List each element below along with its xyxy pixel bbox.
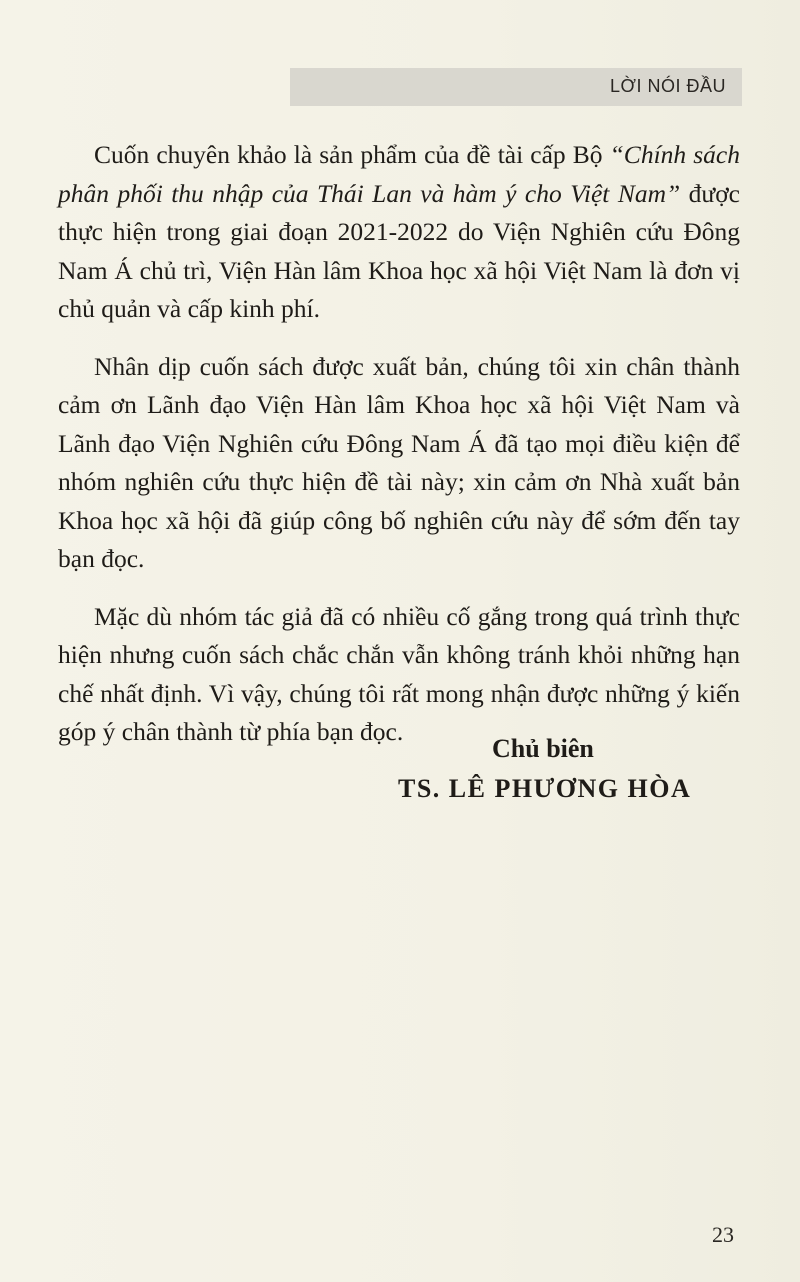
section-title: LỜI NÓI ĐẦU [610,76,726,96]
project-title: “Chính sách phân phối thu nhập của Thái Lan và hàm ý cho Việt Nam” [58,140,740,208]
paragraph-1-rest: được thực hiện trong giai đoạn 2021-2022 do Viện Nghiên cứu Đông Nam Á chủ trì, Viện Hàn lâm Khoa học xã hội Việt Nam là đơn vị chủ quản và cấp kinh phí. [58,178,740,323]
paragraph-3: Mặc dù nhóm tác giả đã có nhiều cố gắng trong quá trình thực hiện nhưng cuốn sách chắc chắn vẫn không tránh khỏi những hạn chế nhất định. Vì vậy, chúng tôi rất mong nhận được những ý kiến góp ý chân thành từ phía bạn đọc. [58,601,740,746]
paragraph-1-intro: Cuốn chuyên khảo là sản phẩm của đề tài cấp Bộ [94,140,610,169]
signature-role: Chủ biên [492,734,594,763]
paragraph-2: Nhân dịp cuốn sách được xuất bản, chúng tôi xin chân thành cảm ơn Lãnh đạo Viện Hàn lâm Khoa học xã hội Việt Nam và Lãnh đạo Viện Nghiên cứu Đông Nam Á đã tạo mọi điều kiện để nhóm nghiên cứu thực hiện đề tài này; xin cảm ơn Nhà xuất bản Khoa học xã hội đã giúp công bố nghiên cứu này để sớm đến tay bạn đọc. [58,351,740,573]
section-header-bar [290,68,742,106]
body-text [58,136,740,771]
page-number: 23 [712,1222,734,1247]
signature-name: TS. LÊ PHƯƠNG HÒA [398,774,692,803]
paragraph-1 [58,136,740,329]
